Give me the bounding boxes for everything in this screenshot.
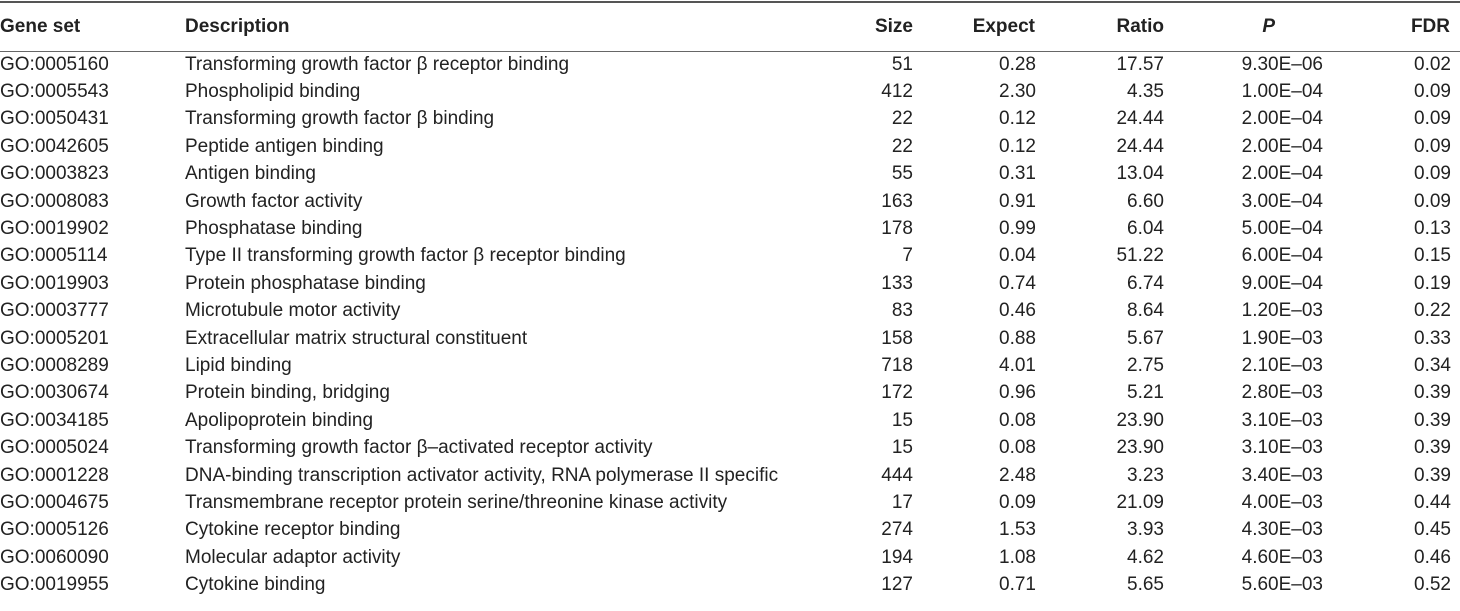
- table-row: [0, 78, 1460, 105]
- cell-gene-set: GO:0050431: [0, 108, 109, 130]
- cell-expect: 2.48: [999, 464, 1036, 486]
- cell-gene-set: GO:0005126: [0, 519, 109, 541]
- cell-size: 444: [881, 464, 913, 486]
- cell-size: 133: [881, 272, 913, 294]
- cell-fdr: 0.22: [1414, 300, 1451, 322]
- cell-size: 51: [891, 53, 913, 75]
- cell-description: Cytokine binding: [185, 574, 326, 596]
- cell-p-value: 4.30E–03: [1241, 519, 1323, 541]
- cell-size: 15: [891, 437, 913, 459]
- table-row: [0, 352, 1460, 379]
- cell-fdr: 0.09: [1414, 135, 1451, 157]
- cell-fdr: 0.09: [1414, 81, 1451, 103]
- cell-p-value: 3.00E–04: [1241, 190, 1323, 212]
- header-expect: Expect: [972, 16, 1035, 37]
- cell-description: Transforming growth factor β receptor binding: [185, 53, 570, 75]
- cell-expect: 0.74: [999, 272, 1036, 294]
- cell-ratio: 5.21: [1127, 382, 1164, 404]
- cell-p-value: 1.90E–03: [1241, 327, 1323, 349]
- cell-gene-set: GO:0060090: [0, 546, 109, 568]
- cell-ratio: 17.57: [1116, 53, 1164, 75]
- table-row: [0, 161, 1460, 188]
- cell-fdr: 0.13: [1414, 218, 1451, 240]
- cell-ratio: 6.60: [1127, 190, 1164, 212]
- cell-gene-set: GO:0003777: [0, 300, 109, 322]
- table-row: [0, 462, 1460, 489]
- cell-description: Growth factor activity: [185, 190, 363, 212]
- cell-p-value: 1.00E–04: [1241, 81, 1323, 103]
- header-row: [0, 3, 1460, 51]
- table-row: [0, 489, 1460, 516]
- cell-gene-set: GO:0005114: [0, 245, 108, 267]
- cell-size: 172: [881, 382, 913, 404]
- table-row: [0, 380, 1460, 407]
- cell-ratio: 2.75: [1127, 354, 1164, 376]
- cell-expect: 0.31: [999, 163, 1036, 185]
- cell-p-value: 3.40E–03: [1241, 464, 1323, 486]
- table-row: [0, 517, 1460, 544]
- header-description: Description: [185, 16, 290, 37]
- cell-size: 194: [881, 546, 913, 568]
- cell-size: 55: [891, 163, 913, 185]
- table-header: [0, 3, 1460, 51]
- cell-gene-set: GO:0019903: [0, 272, 109, 294]
- cell-fdr: 0.33: [1414, 327, 1451, 349]
- table-row: [0, 544, 1460, 571]
- cell-fdr: 0.39: [1414, 382, 1451, 404]
- cell-gene-set: GO:0001228: [0, 464, 109, 486]
- cell-expect: 0.08: [999, 437, 1036, 459]
- table-row: [0, 133, 1460, 160]
- cell-description: Peptide antigen binding: [185, 135, 384, 157]
- cell-description: Antigen binding: [185, 163, 316, 185]
- cell-description: Transmembrane receptor protein serine/threonine kinase activity: [185, 491, 728, 513]
- cell-fdr: 0.19: [1414, 272, 1451, 294]
- cell-expect: 4.01: [999, 354, 1036, 376]
- cell-ratio: 51.22: [1116, 245, 1164, 267]
- cell-description: Molecular adaptor activity: [185, 546, 401, 568]
- table-row: [0, 571, 1460, 598]
- cell-p-value: 2.80E–03: [1241, 382, 1323, 404]
- cell-size: 17: [891, 491, 913, 513]
- cell-fdr: 0.39: [1414, 464, 1451, 486]
- go-enrichment-table: [0, 3, 1460, 599]
- cell-ratio: 23.90: [1116, 437, 1164, 459]
- cell-description: Apolipoprotein binding: [185, 409, 374, 431]
- cell-fdr: 0.45: [1414, 519, 1451, 541]
- cell-p-value: 5.60E–03: [1241, 574, 1323, 596]
- header-p-value: P: [1262, 16, 1275, 37]
- cell-expect: 0.99: [999, 218, 1036, 240]
- cell-ratio: 4.35: [1127, 81, 1164, 103]
- cell-ratio: 23.90: [1116, 409, 1164, 431]
- cell-description: Type II transforming growth factor β receptor binding: [185, 245, 626, 267]
- header-gene-set: Gene set: [0, 16, 81, 37]
- cell-size: 15: [891, 409, 913, 431]
- header-size: Size: [874, 16, 913, 37]
- cell-fdr: 0.09: [1414, 108, 1451, 130]
- cell-ratio: 3.23: [1127, 464, 1164, 486]
- cell-description: Phosphatase binding: [185, 218, 363, 240]
- cell-size: 83: [891, 300, 913, 322]
- cell-size: 163: [881, 190, 913, 212]
- cell-fdr: 0.15: [1414, 245, 1451, 267]
- cell-ratio: 13.04: [1116, 163, 1164, 185]
- table-row: [0, 407, 1460, 434]
- cell-expect: 0.09: [999, 491, 1036, 513]
- cell-p-value: 9.30E–06: [1241, 53, 1323, 75]
- cell-ratio: 5.67: [1127, 327, 1164, 349]
- cell-expect: 0.96: [999, 382, 1036, 404]
- cell-gene-set: GO:0004675: [0, 491, 109, 513]
- cell-p-value: 1.20E–03: [1241, 300, 1323, 322]
- cell-expect: 0.08: [999, 409, 1036, 431]
- cell-p-value: 2.00E–04: [1241, 108, 1323, 130]
- cell-description: Microtubule motor activity: [185, 300, 401, 322]
- cell-p-value: 2.00E–04: [1241, 163, 1323, 185]
- table-row: [0, 298, 1460, 325]
- table-row: [0, 106, 1460, 133]
- cell-gene-set: GO:0008083: [0, 190, 109, 212]
- cell-p-value: 4.60E–03: [1241, 546, 1323, 568]
- table-row: [0, 188, 1460, 215]
- cell-gene-set: GO:0005201: [0, 327, 109, 349]
- cell-gene-set: GO:0019902: [0, 218, 109, 240]
- cell-ratio: 4.62: [1127, 546, 1164, 568]
- cell-expect: 2.30: [999, 81, 1036, 103]
- cell-size: 158: [881, 327, 913, 349]
- cell-p-value: 3.10E–03: [1241, 437, 1323, 459]
- cell-ratio: 6.04: [1127, 218, 1164, 240]
- table-row: [0, 434, 1460, 461]
- cell-gene-set: GO:0042605: [0, 135, 109, 157]
- cell-expect: 0.04: [999, 245, 1036, 267]
- cell-ratio: 5.65: [1127, 574, 1164, 596]
- cell-fdr: 0.52: [1414, 574, 1451, 596]
- cell-size: 412: [881, 81, 913, 103]
- cell-size: 127: [881, 574, 913, 596]
- cell-expect: 0.46: [999, 300, 1036, 322]
- cell-p-value: 2.00E–04: [1241, 135, 1323, 157]
- cell-description: Protein phosphatase binding: [185, 272, 426, 294]
- cell-ratio: 24.44: [1116, 135, 1164, 157]
- cell-gene-set: GO:0005024: [0, 437, 109, 459]
- cell-p-value: 6.00E–04: [1241, 245, 1323, 267]
- cell-size: 274: [881, 519, 913, 541]
- cell-ratio: 24.44: [1116, 108, 1164, 130]
- cell-gene-set: GO:0008289: [0, 354, 109, 376]
- cell-description: Protein binding, bridging: [185, 382, 390, 404]
- cell-gene-set: GO:0034185: [0, 409, 109, 431]
- cell-gene-set: GO:0005160: [0, 53, 109, 75]
- cell-ratio: 3.93: [1127, 519, 1164, 541]
- cell-p-value: 9.00E–04: [1241, 272, 1323, 294]
- table-row: [0, 270, 1460, 297]
- cell-fdr: 0.34: [1414, 354, 1451, 376]
- cell-size: 22: [891, 135, 913, 157]
- cell-gene-set: GO:0030674: [0, 382, 109, 404]
- cell-expect: 0.28: [999, 53, 1036, 75]
- cell-size: 718: [881, 354, 913, 376]
- cell-size: 178: [881, 218, 913, 240]
- cell-gene-set: GO:0005543: [0, 81, 109, 103]
- cell-fdr: 0.02: [1414, 53, 1451, 75]
- cell-description: Transforming growth factor β binding: [185, 108, 495, 130]
- cell-fdr: 0.39: [1414, 437, 1451, 459]
- cell-gene-set: GO:0019955: [0, 574, 109, 596]
- table-body: [0, 51, 1460, 599]
- cell-expect: 0.71: [999, 574, 1036, 596]
- cell-fdr: 0.44: [1414, 491, 1451, 513]
- cell-p-value: 4.00E–03: [1241, 491, 1323, 513]
- cell-size: 22: [891, 108, 913, 130]
- cell-description: DNA-binding transcription activator activity, RNA polymerase II specific: [185, 464, 779, 486]
- cell-expect: 0.12: [999, 135, 1036, 157]
- cell-p-value: 3.10E–03: [1241, 409, 1323, 431]
- cell-expect: 0.88: [999, 327, 1036, 349]
- cell-size: 7: [902, 245, 913, 267]
- cell-description: Lipid binding: [185, 354, 292, 376]
- cell-description: Phospholipid binding: [185, 81, 361, 103]
- cell-fdr: 0.09: [1414, 190, 1451, 212]
- cell-expect: 1.08: [999, 546, 1036, 568]
- header-ratio: Ratio: [1116, 16, 1164, 37]
- cell-description: Cytokine receptor binding: [185, 519, 401, 541]
- table-row: [0, 243, 1460, 270]
- cell-p-value: 2.10E–03: [1241, 354, 1323, 376]
- cell-ratio: 6.74: [1127, 272, 1164, 294]
- table-row: [0, 51, 1460, 78]
- table-row: [0, 325, 1460, 352]
- cell-fdr: 0.39: [1414, 409, 1451, 431]
- header-fdr: FDR: [1410, 16, 1450, 37]
- cell-gene-set: GO:0003823: [0, 163, 109, 185]
- cell-ratio: 21.09: [1116, 491, 1164, 513]
- cell-p-value: 5.00E–04: [1241, 218, 1323, 240]
- cell-fdr: 0.46: [1414, 546, 1451, 568]
- cell-description: Transforming growth factor β–activated receptor activity: [185, 437, 653, 459]
- cell-ratio: 8.64: [1127, 300, 1164, 322]
- cell-description: Extracellular matrix structural constituent: [185, 327, 528, 349]
- cell-fdr: 0.09: [1414, 163, 1451, 185]
- cell-expect: 0.91: [999, 190, 1036, 212]
- cell-expect: 0.12: [999, 108, 1036, 130]
- cell-expect: 1.53: [999, 519, 1036, 541]
- table-row: [0, 215, 1460, 242]
